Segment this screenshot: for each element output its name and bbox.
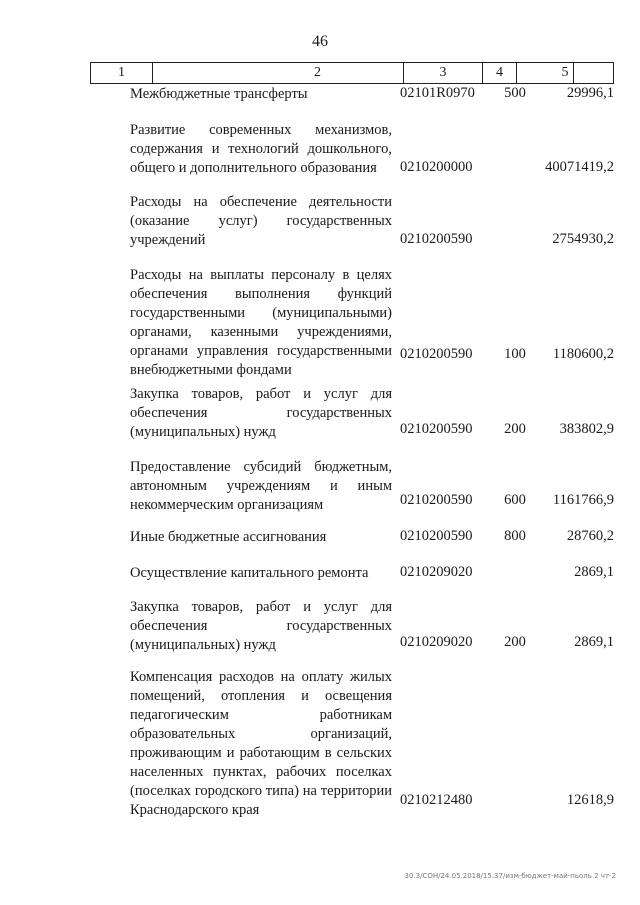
row-code: 0210212480 — [400, 792, 473, 808]
row-amount: 2869,1 — [574, 634, 614, 650]
row-code: 0210209020 — [400, 634, 473, 650]
row-name: Осуществление капитального ремонта — [130, 565, 369, 581]
header-col-3: 3 — [403, 63, 483, 83]
row-code: 0210209020 — [400, 564, 473, 580]
row-amount: 2754930,2 — [552, 231, 614, 247]
row-name: Предоставление субсидий бюджетным, автономным учреждениям и иным некоммерческим организациям — [130, 459, 392, 513]
header-col-2: 2 — [153, 63, 483, 83]
row-name: Компенсация расходов на оплату жилых помещений, отопления и освещения педагогическим работникам образовательных организаций, проживающим и работающим в сельских населенных пунктах, рабочих поселках (поселках городского типа) на территории Краснодарского края — [130, 669, 392, 818]
row-code: 0210200590 — [400, 421, 473, 437]
row-code: 0210200590 — [400, 231, 473, 247]
header-col-4: 4 — [483, 63, 517, 83]
footer-stamp: 30.3/СОН/24.05.2018/15.37/изм-бюджет-май-пьоль 2 чт-2 — [404, 872, 616, 880]
row-code: 0210200590 — [400, 528, 473, 544]
row-amount: 1180600,2 — [552, 346, 614, 362]
header-col-5-label: 5 — [561, 65, 569, 80]
row-amount: 1161766,9 — [552, 492, 614, 508]
row-type: 600 — [504, 492, 526, 508]
row-amount: 28760,2 — [566, 528, 614, 544]
row-type: 500 — [504, 85, 526, 101]
row-name: Закупка товаров, работ и услуг для обеспечения государственных (муниципальных) нужд — [130, 599, 392, 653]
row-type: 200 — [504, 634, 526, 650]
row-amount: 40071419,2 — [545, 159, 614, 175]
row-name: Расходы на обеспечение деятельности (оказание услуг) государственных учреждений — [130, 194, 392, 248]
row-code: 0210200590 — [400, 346, 473, 362]
header-col-1: 1 — [91, 63, 153, 83]
row-type: 100 — [504, 346, 526, 362]
table-header — [90, 62, 614, 84]
row-code: 0210200590 — [400, 492, 473, 508]
row-name: Развитие современных механизмов, содержания и технологий дошкольного, общего и дополнительного образования — [130, 122, 392, 176]
row-code: 02101R0970 — [400, 85, 475, 101]
row-name: Расходы на выплаты персоналу в целях обеспечения выполнения функций государственными (муниципальными) органами, казенными учреждениями, органами управления государственными внебюджетными фондами — [130, 267, 392, 378]
row-amount: 12618,9 — [566, 792, 614, 808]
row-type: 800 — [504, 528, 526, 544]
row-name: Межбюджетные трансферты — [130, 86, 308, 102]
row-amount: 383802,9 — [559, 421, 614, 437]
row-code: 0210200000 — [400, 159, 473, 175]
row-amount: 29996,1 — [566, 85, 614, 101]
row-amount: 2869,1 — [574, 564, 614, 580]
row-type: 200 — [504, 421, 526, 437]
page-number: 46 — [312, 33, 328, 50]
row-name: Закупка товаров, работ и услуг для обеспечения государственных (муниципальных) нужд — [130, 386, 392, 440]
row-name: Иные бюджетные ассигнования — [130, 529, 327, 545]
